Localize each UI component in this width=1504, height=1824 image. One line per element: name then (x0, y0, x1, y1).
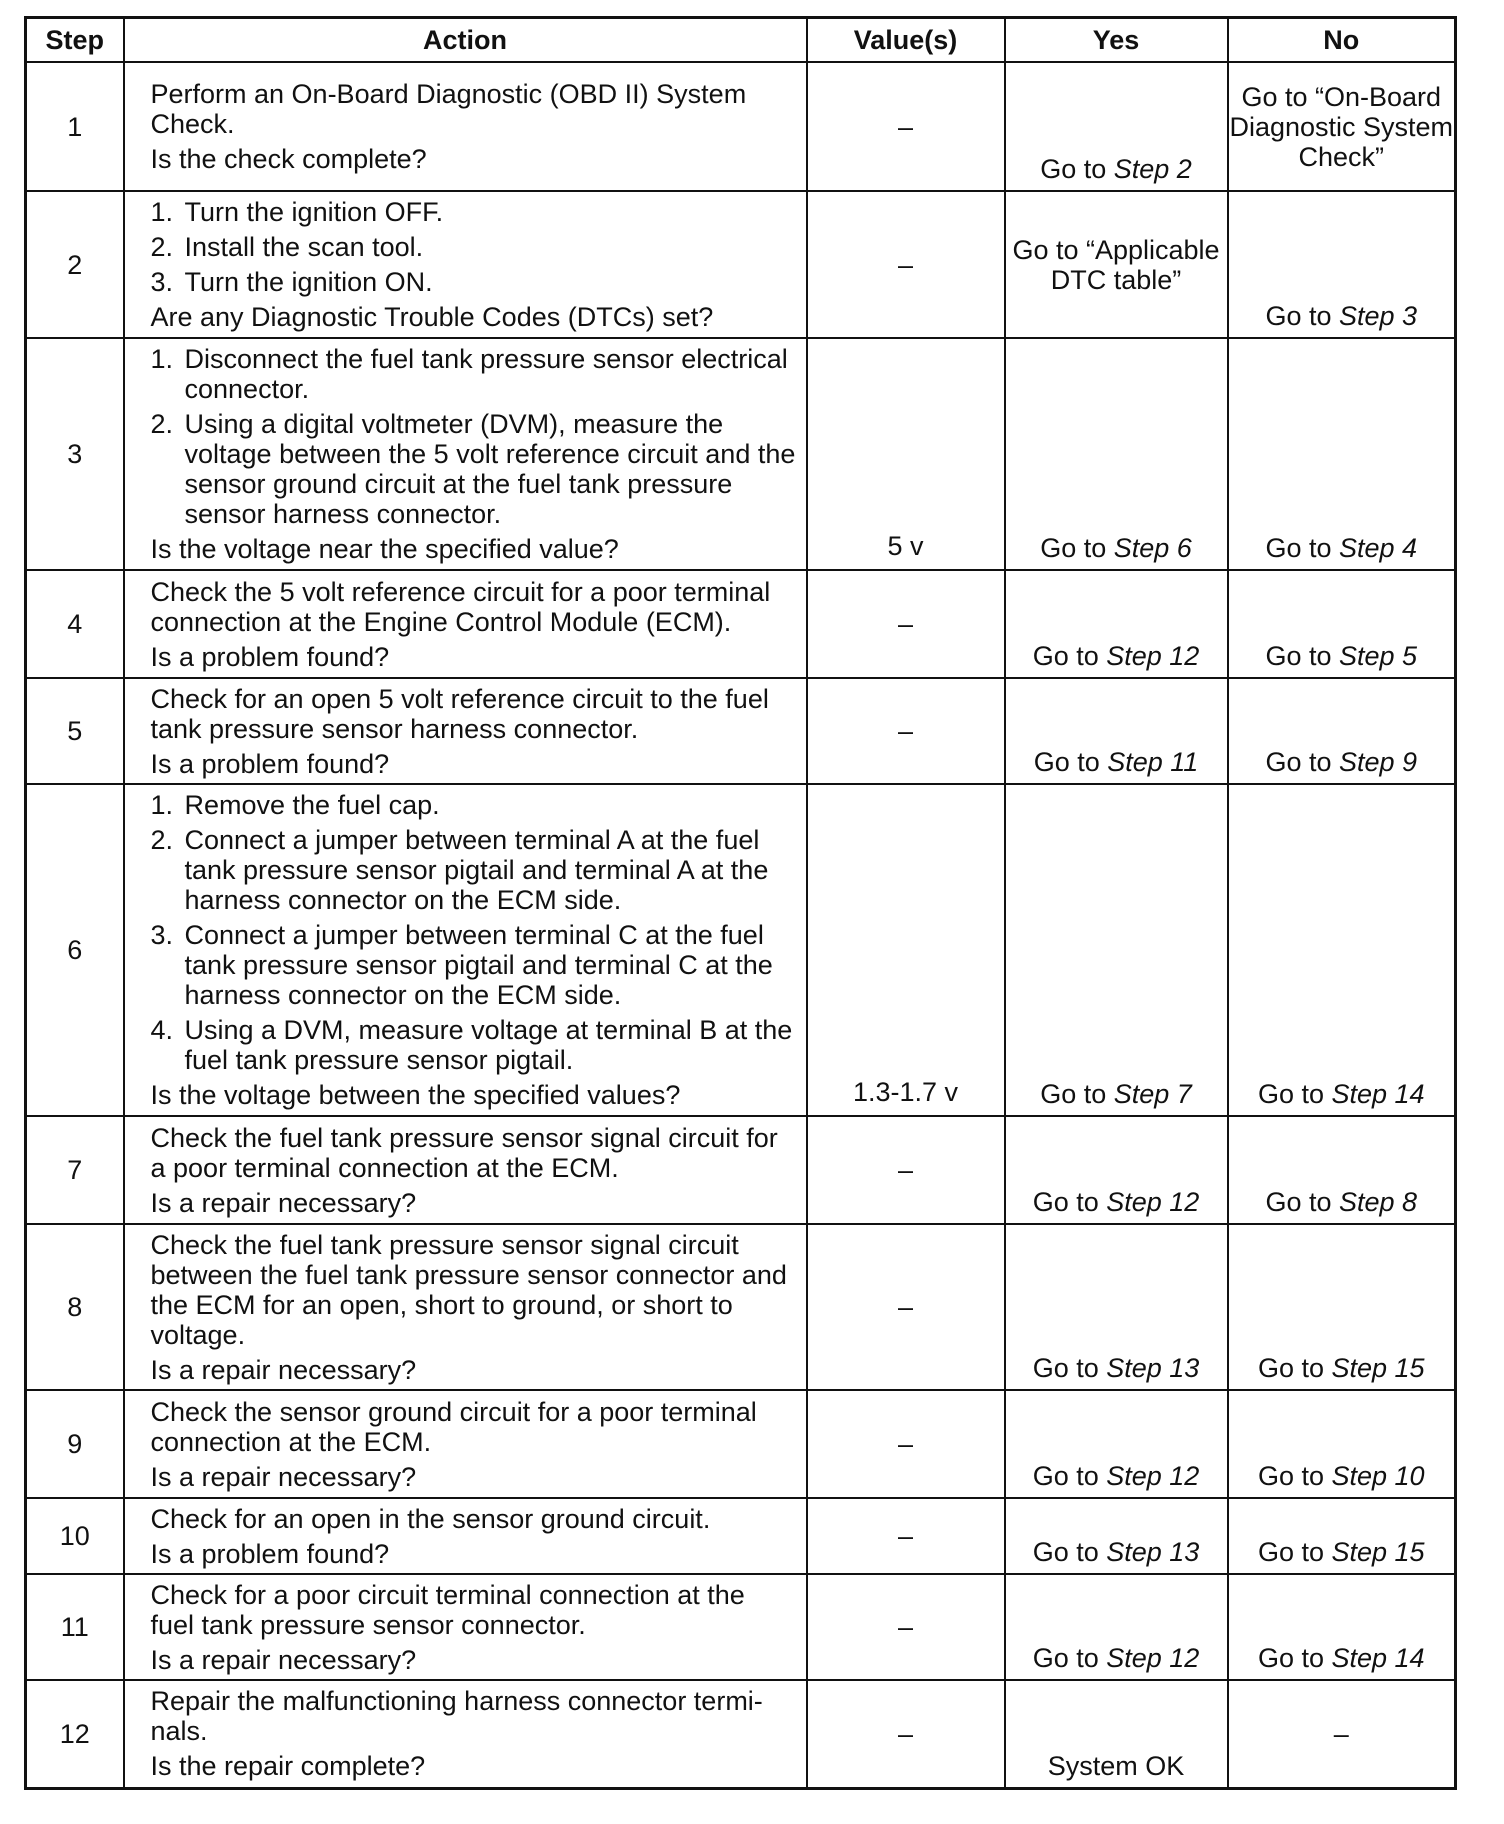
yes-step-ref: Step 12 (1106, 1643, 1200, 1673)
yes-cell (1005, 678, 1228, 784)
action-item: 3. Turn the ignition ON. (150, 267, 433, 297)
yes-cell (1005, 338, 1228, 570)
diagnostic-table-page (24, 16, 1454, 1790)
no-cell: Go to “On-Board Diagnostic System Check” (1228, 62, 1456, 191)
action-cell (124, 338, 807, 570)
step-number: 8 (26, 1224, 124, 1390)
action-item: 2. Install the scan tool. (150, 232, 424, 262)
action-question: Is a repair necessary? (150, 1187, 417, 1218)
action-text: Check for an open in the sensor ground circuit. (150, 1503, 711, 1534)
yes-goto: Go to Step 12 (1032, 1461, 1200, 1491)
action-item: 1. Turn the ignition OFF. (150, 197, 444, 227)
table-row (26, 1390, 1456, 1498)
action-cell (124, 62, 807, 191)
step-number: 7 (26, 1116, 124, 1224)
no-cell (1228, 338, 1456, 570)
no-cell (1228, 570, 1456, 678)
no-goto: Go to Step 10 (1257, 1461, 1425, 1491)
step-number: 3 (26, 338, 124, 570)
value-cell: – (807, 1680, 1005, 1788)
yes-goto: Go to Step 12 (1032, 641, 1200, 671)
yes-goto: Go to Step 13 (1032, 1353, 1200, 1383)
table-row (26, 1116, 1456, 1224)
step-number: 5 (26, 678, 124, 784)
action-text: Repair the malfunctioning harness connector termi-nals. (150, 1686, 763, 1747)
yes-cell (1005, 62, 1228, 191)
yes-cell (1005, 1498, 1228, 1574)
no-step-ref: Step 5 (1338, 641, 1418, 671)
yes-step-ref: Step 13 (1106, 1353, 1200, 1383)
yes-goto: Go to Step 13 (1032, 1537, 1200, 1567)
header-values: Value(s) (807, 18, 1005, 63)
action-text: Perform an On-Board Diagnostic (OBD II) System Check. (150, 79, 747, 139)
yes-goto: Go to Step 2 (1040, 154, 1192, 184)
no-step-ref: Step 15 (1331, 1537, 1425, 1567)
yes-cell (1005, 1224, 1228, 1390)
action-item: 3. Connect a jumper between terminal C at the fuel tank pressure sensor pigtail and terminal C at the harness connector on the ECM side. (150, 920, 773, 1010)
header-yes: Yes (1005, 18, 1228, 63)
action-text: Check for an open 5 volt reference circuit to the fuel tank pressure sensor harness connector. (150, 683, 769, 744)
no-cell (1228, 191, 1456, 338)
yes-step-ref: Step 13 (1106, 1537, 1200, 1567)
yes-goto: Go to Step 12 (1032, 1187, 1200, 1217)
no-goto: Go to Step 14 (1257, 1079, 1425, 1109)
yes-step-ref: Step 6 (1113, 533, 1192, 563)
action-text: Check the fuel tank pressure sensor signal circuit for a poor terminal connection at the ECM. (150, 1122, 778, 1183)
no-step-ref: Step 9 (1338, 747, 1418, 777)
table-row (26, 1574, 1456, 1680)
action-text: Check the 5 volt reference circuit for a poor terminal connection at the Engine Control Module (ECM). (150, 576, 771, 637)
action-item: 1. Disconnect the fuel tank pressure sensor electrical connector. (150, 344, 788, 404)
table-row (26, 191, 1456, 338)
table-row (26, 1680, 1456, 1788)
no-step-ref: Step 8 (1338, 1187, 1418, 1217)
yes-goto: Go to Step 12 (1032, 1643, 1200, 1673)
no-cell (1228, 1498, 1456, 1574)
yes-step-ref: Step 12 (1106, 641, 1200, 671)
step-number: 12 (26, 1680, 124, 1788)
table-row (26, 784, 1456, 1116)
value-cell: 1.3-1.7 v (807, 784, 1005, 1116)
yes-goto: Go to Step 11 (1033, 747, 1199, 777)
step-number: 2 (26, 191, 124, 338)
action-item: 4. Using a DVM, measure voltage at terminal B at the fuel tank pressure sensor pigtail. (150, 1015, 793, 1075)
no-step-ref: Step 14 (1331, 1079, 1425, 1109)
step-number: 9 (26, 1390, 124, 1498)
no-cell (1228, 1390, 1456, 1498)
action-cell (124, 1680, 807, 1788)
no-goto: Go to Step 15 (1257, 1353, 1425, 1383)
action-question: Is the repair complete? (150, 1751, 426, 1782)
value-cell: – (807, 1574, 1005, 1680)
no-goto: Go to Step 3 (1265, 301, 1418, 331)
diagnostic-table (24, 16, 1457, 1790)
yes-goto: Go to Step 7 (1040, 1079, 1192, 1109)
no-goto: Go to Step 4 (1265, 533, 1418, 563)
action-cell (124, 1498, 807, 1574)
step-number: 10 (26, 1498, 124, 1574)
value-cell: – (807, 1390, 1005, 1498)
action-cell (124, 678, 807, 784)
table-row (26, 570, 1456, 678)
yes-cell (1005, 1390, 1228, 1498)
table-row (26, 338, 1456, 570)
yes-step-ref: Step 2 (1113, 154, 1192, 184)
action-item: 2. Connect a jumper between terminal A at the fuel tank pressure sensor pigtail and terminal A at the harness connector on the ECM side. (150, 825, 769, 915)
action-question: Is a problem found? (150, 1538, 390, 1569)
no-goto: Go to Step 5 (1265, 641, 1418, 671)
action-question: Is a problem found? (150, 641, 390, 672)
value-cell: – (807, 1498, 1005, 1574)
no-cell (1228, 784, 1456, 1116)
action-question: Is the voltage near the specified value? (150, 534, 619, 564)
table-row (26, 1498, 1456, 1574)
action-question: Is a problem found? (150, 748, 390, 779)
action-cell (124, 1116, 807, 1224)
value-cell: – (807, 191, 1005, 338)
action-text: Check the fuel tank pressure sensor signal circuit between the fuel tank pressure sensor connector and the ECM for an open, short to ground, or short to voltage. (150, 1229, 787, 1350)
value-cell: – (807, 62, 1005, 191)
value-cell: – (807, 1224, 1005, 1390)
action-cell (124, 191, 807, 338)
yes-goto: Go to Step 6 (1040, 533, 1192, 563)
yes-cell (1005, 1574, 1228, 1680)
action-question: Is the voltage between the specified values? (150, 1080, 681, 1110)
no-step-ref: Step 15 (1331, 1353, 1425, 1383)
no-step-ref: Step 3 (1338, 301, 1418, 331)
yes-cell (1005, 784, 1228, 1116)
step-number: 1 (26, 62, 124, 191)
yes-step-ref: Step 12 (1106, 1187, 1200, 1217)
action-item: 2. Using a digital voltmeter (DVM), measure the voltage between the 5 volt reference circuit and the sensor ground circuit at the fuel tank pressure sensor harness connector. (150, 409, 796, 529)
yes-step-ref: Step 7 (1113, 1079, 1192, 1109)
yes-cell (1005, 1116, 1228, 1224)
action-text: Check for a poor circuit terminal connection at the fuel tank pressure sensor connector. (150, 1579, 745, 1640)
header-action: Action (124, 18, 807, 63)
action-cell (124, 784, 807, 1116)
table-header-row (26, 18, 1456, 63)
table-row (26, 1224, 1456, 1390)
action-cell (124, 1574, 807, 1680)
no-cell (1228, 1574, 1456, 1680)
no-step-ref: Step 10 (1331, 1461, 1425, 1491)
table-row (26, 678, 1456, 784)
no-cell (1228, 1116, 1456, 1224)
no-goto: Go to Step 15 (1257, 1537, 1425, 1567)
yes-cell: Go to “Applicable DTC table” (1005, 191, 1228, 338)
yes-step-ref: Step 11 (1107, 747, 1199, 777)
action-cell (124, 1390, 807, 1498)
yes-step-ref: Step 12 (1106, 1461, 1200, 1491)
yes-cell: System OK (1005, 1680, 1228, 1788)
step-number: 6 (26, 784, 124, 1116)
action-cell (124, 570, 807, 678)
value-cell: 5 v (807, 338, 1005, 570)
value-cell: – (807, 570, 1005, 678)
value-cell: – (807, 678, 1005, 784)
value-cell: – (807, 1116, 1005, 1224)
no-goto: Go to Step 9 (1265, 747, 1418, 777)
no-step-ref: Step 4 (1338, 533, 1418, 563)
action-question: Are any Diagnostic Trouble Codes (DTCs) set? (150, 302, 714, 332)
header-no: No (1228, 18, 1456, 63)
table-row (26, 62, 1456, 191)
action-question: Is a repair necessary? (150, 1461, 417, 1492)
no-step-ref: Step 14 (1331, 1643, 1425, 1673)
action-text: Check the sensor ground circuit for a poor terminal connection at the ECM. (150, 1396, 757, 1457)
action-question: Is a repair necessary? (150, 1354, 417, 1385)
action-question: Is the check complete? (150, 144, 427, 174)
header-step: Step (26, 18, 124, 63)
no-cell (1228, 678, 1456, 784)
no-cell: – (1228, 1680, 1456, 1788)
action-item: 1. Remove the fuel cap. (150, 790, 440, 820)
no-cell (1228, 1224, 1456, 1390)
action-cell (124, 1224, 807, 1390)
yes-cell (1005, 570, 1228, 678)
no-goto: Go to Step 8 (1265, 1187, 1418, 1217)
action-question: Is a repair necessary? (150, 1644, 417, 1675)
step-number: 4 (26, 570, 124, 678)
no-goto: Go to Step 14 (1257, 1643, 1425, 1673)
step-number: 11 (26, 1574, 124, 1680)
